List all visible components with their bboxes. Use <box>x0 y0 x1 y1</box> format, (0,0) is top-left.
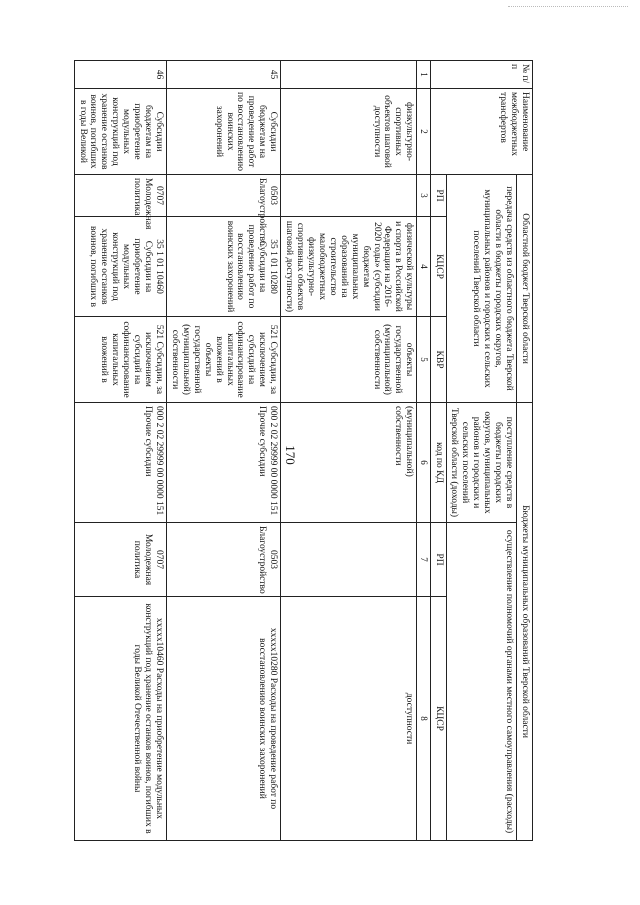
row-num: 46 <box>74 61 166 89</box>
row-kvr: 521 Субсидии, за исключением субсидий на софинансирование капитальных вложений в <box>74 317 166 403</box>
row-rp: 0503 Благоустройство <box>167 175 281 217</box>
row-kcsr: 35 1 01 10280 Субсидии на проведение работ по восстановлению воинских захоронений <box>167 217 281 317</box>
header-regional: Областной бюджет Тверской области <box>517 175 533 403</box>
column-number-row <box>417 61 430 841</box>
col-number: 3 <box>417 175 430 217</box>
row-rp <box>281 175 417 217</box>
row-kcsr2: хххxx10280 Расходы на проведение работ по восстановлению воинских захоронений <box>167 597 281 841</box>
row-kcsr2: хххxx10460 Расходы на приобретение модульных конструкций под хранение останков воинов, погибших в годы Великой Отечественной войны <box>74 597 166 841</box>
scan-artifact <box>508 6 628 17</box>
col-number: 2 <box>417 89 430 175</box>
row-name: Субсидии бюджетам на приобретение модульных конструкций под хранение останков воинов, погибших в годы Великой <box>74 89 166 175</box>
table-row <box>281 61 417 841</box>
header-kvr: КВР <box>430 317 446 403</box>
header-kcsr: КЦСР <box>430 217 446 317</box>
header-rp2: РП <box>430 523 446 597</box>
header-municipal-expense: осуществление полномочий органами местного самоуправления (расходы) <box>446 523 517 841</box>
row-kvr: объекты государственной (муниципальной) собственности <box>281 317 417 403</box>
col-number: 4 <box>417 217 430 317</box>
header-name: Наименование межбюджетных трансфертов <box>430 89 532 175</box>
header-kod-kd: код по КД <box>430 403 446 523</box>
header-row-2 <box>446 61 517 841</box>
header-num: № п/п <box>430 61 532 89</box>
row-kd: 000 2 02 29999 00 0000 151 Прочие субсидии <box>74 403 166 523</box>
row-rp2: 0707 Молодежная политика <box>74 523 166 597</box>
row-num: 45 <box>167 61 281 89</box>
row-rp2: 0503 Благоустройство <box>167 523 281 597</box>
header-municipal: Бюджеты муниципальных образований Тверской области <box>517 403 533 841</box>
page-number: 170 <box>283 445 298 465</box>
header-row-1 <box>517 61 533 841</box>
col-number: 8 <box>417 597 430 841</box>
row-kcsr: 35 1 01 10460 Субсидии на приобретение модульных конструкций под хранение останков воинов, погибших в <box>74 217 166 317</box>
header-municipal-income: поступление средств в бюджеты городских округов, муниципальных районов и городских и сельских поселений Тверской области (доходы) <box>446 403 517 523</box>
row-kd: 000 2 02 29999 00 0000 151 Прочие субсидии <box>167 403 281 523</box>
rotated-table-wrapper <box>77 60 533 840</box>
table-row <box>167 61 281 841</box>
row-kcsr2: доступности <box>281 597 417 841</box>
table-row <box>74 61 166 841</box>
col-number: 6 <box>417 403 430 523</box>
row-kvr: 521 Субсидии, за исключением субсидий на софинансирование капитальных вложений в объекты государственной (муниципальной) собственности <box>167 317 281 403</box>
row-name: физкультурно-спортивных объектов шаговой доступности <box>281 89 417 175</box>
transfers-table <box>74 60 533 841</box>
header-kcsr2: КЦСР <box>430 597 446 841</box>
row-name: Субсидии бюджетам на проведение работ по восстановлению воинских захоронений <box>167 89 281 175</box>
col-number: 5 <box>417 317 430 403</box>
row-kd: (муниципальной) собственности <box>281 403 417 523</box>
row-rp: 0707 Молодежная политика <box>74 175 166 217</box>
col-number: 7 <box>417 523 430 597</box>
col-number: 1 <box>417 61 430 89</box>
header-regional-sub: передача средств из областного бюджета Тверской области в бюджеты городских округов, муниципальных районов и городских и сельских поселений Тверской области <box>446 175 517 403</box>
row-kcsr: физической культуры и спорта в Российской Федерации на 2016-2020 годы» (субсидии бюджетам муниципальных образований на строительство малобюджетных физкультурно-спортивных объектов шаговой доступности) <box>281 217 417 317</box>
row-rp2 <box>281 523 417 597</box>
row-num <box>281 61 417 89</box>
header-rp: РП <box>430 175 446 217</box>
header-row-3 <box>430 61 446 841</box>
